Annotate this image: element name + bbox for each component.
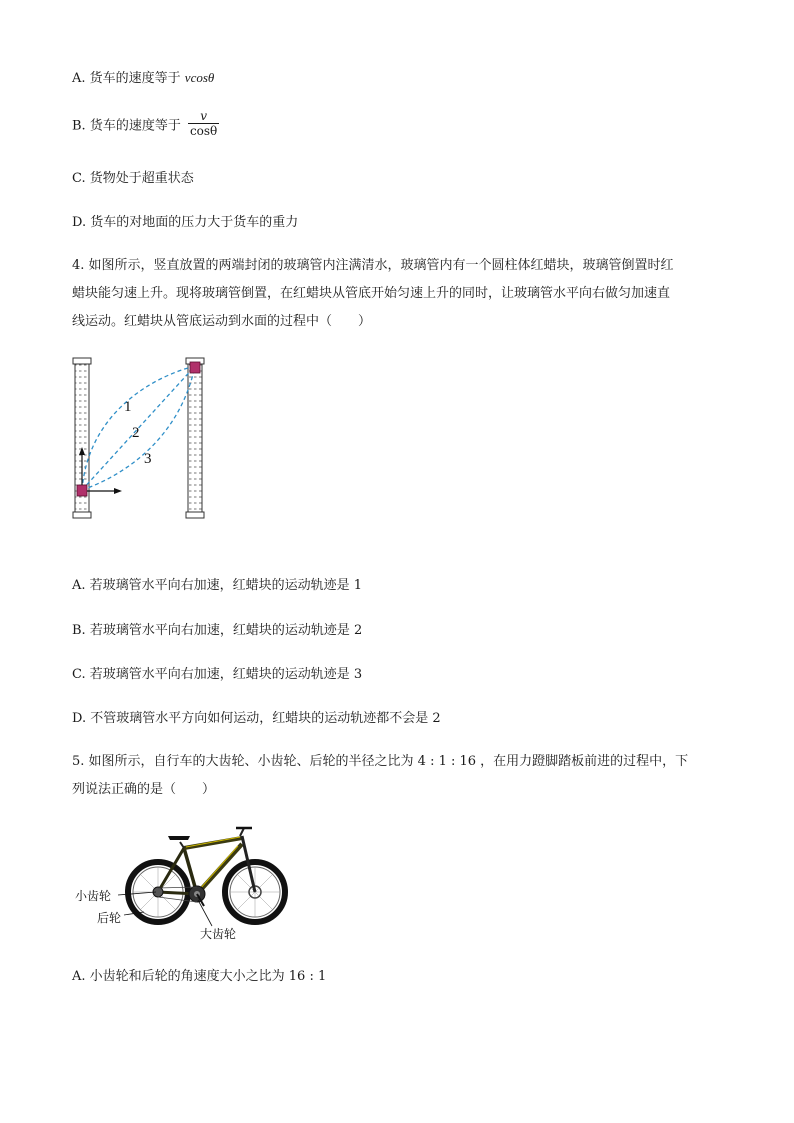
- q3-option-b-numerator: v: [200, 109, 207, 123]
- small-gear-label: 小齿轮: [75, 889, 112, 903]
- q3-option-a: [72, 67, 214, 86]
- velocity-right-arrow: [87, 488, 122, 494]
- right-glass-tube: [186, 358, 204, 518]
- q4-option-c: C. 若玻璃管水平向右加速，红蜡块的运动轨迹是 3: [72, 667, 363, 682]
- q4-stem-line-3: 线运动。红蜡块从管底运动到水面的过程中（ ）: [72, 314, 372, 329]
- wax-block-end: [190, 362, 200, 373]
- q3-option-a-text: A. 货车的速度等于: [72, 71, 185, 86]
- q3-option-b-denominator: cosθ: [189, 124, 218, 138]
- q5-stem-line-2: 列说法正确的是（ ）: [72, 782, 216, 797]
- q4-option-d: D. 不管玻璃管水平方向如何运动，红蜡块的运动轨迹都不会是 2: [72, 711, 441, 726]
- big-gear-label: 大齿轮: [200, 927, 237, 941]
- q4-stem: [72, 252, 732, 336]
- small-gear-leader: [118, 892, 156, 895]
- q4-option-b: B. 若玻璃管水平向右加速，红蜡块的运动轨迹是 2: [72, 623, 363, 638]
- q3-option-a-expr: vcosθ: [184, 70, 215, 85]
- rear-wheel-label: 后轮: [97, 911, 122, 925]
- wax-block-start: [77, 485, 87, 496]
- trajectory-label-1: 1: [124, 399, 132, 415]
- q3-option-b-fraction: [188, 110, 219, 138]
- q5-stem-line-1: 5. 如图所示，自行车的大齿轮、小齿轮、后轮的半径之比为 4 : 1 : 16 ，在用力蹬脚踏板前进的过程中，下: [72, 754, 689, 769]
- big-gear-leader: [198, 900, 212, 926]
- q3-option-c: C. 货物处于超重状态: [72, 171, 194, 186]
- q3-option-d: D. 货车的对地面的压力大于货车的重力: [72, 215, 299, 230]
- bicycle-frame: [158, 828, 255, 894]
- q5-option-a: A. 小齿轮和后轮的角速度大小之比为 16 : 1: [72, 969, 327, 984]
- big-gear: [189, 886, 205, 906]
- q3-option-b: [72, 110, 219, 138]
- q4-figure: [68, 356, 218, 524]
- q3-option-b-text: B. 货车的速度等于: [72, 118, 185, 134]
- q4-option-a: A. 若玻璃管水平向右加速，红蜡块的运动轨迹是 1: [72, 578, 363, 593]
- trajectory-label-2: 2: [132, 425, 140, 441]
- q5-stem: [72, 748, 732, 804]
- q5-bicycle-figure: [72, 822, 292, 946]
- trajectory-label-3: 3: [144, 451, 152, 467]
- q4-stem-line-1: 4. 如图所示，竖直放置的两端封闭的玻璃管内注满清水，玻璃管内有一个圆柱体红蜡块，玻璃管倒置时红: [72, 258, 674, 273]
- q4-stem-line-2: 蜡块能匀速上升。现将玻璃管倒置，在红蜡块从管底开始匀速上升的同时，让玻璃管水平向右做匀加速直: [72, 286, 671, 301]
